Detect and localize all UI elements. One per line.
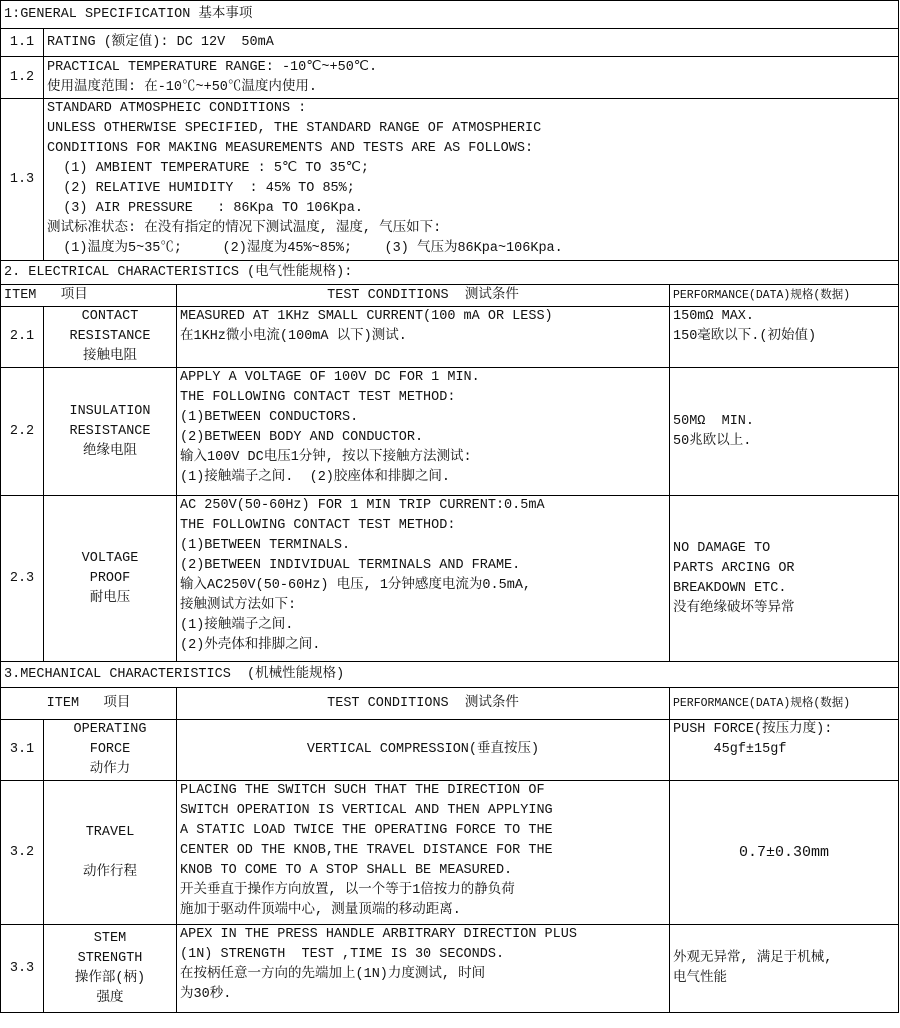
row-1-1 (1, 29, 899, 57)
performance-header: PERFORMANCE(DATA)规格(数据) (670, 688, 899, 720)
test-conditions: VERTICAL COMPRESSION(垂直按压) (177, 720, 670, 781)
row-3-3 (1, 925, 899, 1013)
item-name: STEM STRENGTH 操作部(柄) 强度 (44, 925, 177, 1013)
item-name: INSULATION RESISTANCE 绝缘电阻 (44, 368, 177, 496)
row-1-2 (1, 57, 899, 99)
test-conditions: AC 250V(50-60Hz) FOR 1 MIN TRIP CURRENT:0.5mA THE FOLLOWING CONTACT TEST METHOD: (1)BETWEEN TERMINALS. (2)BETWEEN INDIVIDUAL TERMINALS AND FRAME. 输入AC250V(50-60Hz) 电压, 1分钟感度电流为0.5mA, 接触测试方法如下: (1)接触端子之间. (2)外壳体和排脚之间. (177, 496, 670, 662)
row-1-3 (1, 99, 899, 261)
test-conditions: PLACING THE SWITCH SUCH THAT THE DIRECTION OF SWITCH OPERATION IS VERTICAL AND THEN APPLYING A STATIC LOAD TWICE THE OPERATING FORCE TO THE CENTER OD THE KNOB,THE TRAVEL DISTANCE FOR THE KNOB TO COME TO A STOP SHALL BE MEASURED. 开关垂直于操作方向放置, 以一个等于1倍按力的静负荷 施加于驱动件顶端中心, 测量顶端的移动距离. (177, 781, 670, 925)
row-number: 1.2 (1, 57, 44, 99)
conditions-header: TEST CONDITIONS 测试条件 (177, 285, 670, 307)
performance: PUSH FORCE(按压力度): 45gf±15gf (670, 720, 899, 781)
section2-title: 2. ELECTRICAL CHARACTERISTICS (电气性能规格): (1, 261, 899, 285)
item-name: CONTACT RESISTANCE 接触电阻 (44, 307, 177, 368)
section3-header-row (1, 688, 899, 720)
section1-title-row (1, 1, 899, 29)
item-name: TRAVEL 动作行程 (44, 781, 177, 925)
performance: 50MΩ MIN. 50兆欧以上. (670, 368, 899, 496)
item-header: ITEM 项目 (1, 688, 177, 720)
section2-header-row (1, 285, 899, 307)
section1-title: 1:GENERAL SPECIFICATION 基本事项 (1, 1, 899, 29)
row-number: 1.1 (1, 29, 44, 57)
row-number: 2.2 (1, 368, 44, 496)
row-number: 3.3 (1, 925, 44, 1013)
spec-text: RATING (额定值): DC 12V 50mA (44, 29, 899, 57)
performance: NO DAMAGE TO PARTS ARCING OR BREAKDOWN ETC. 没有绝缘破坏等异常 (670, 496, 899, 662)
row-number: 2.3 (1, 496, 44, 662)
row-number: 2.1 (1, 307, 44, 368)
performance: 150mΩ MAX. 150毫欧以下.(初始值) (670, 307, 899, 368)
row-2-3 (1, 496, 899, 662)
performance-header: PERFORMANCE(DATA)规格(数据) (670, 285, 899, 307)
row-2-1 (1, 307, 899, 368)
test-conditions: MEASURED AT 1KHz SMALL CURRENT(100 mA OR LESS) 在1KHz微小电流(100mA 以下)测试. (177, 307, 670, 368)
conditions-header: TEST CONDITIONS 测试条件 (177, 688, 670, 720)
spec-text: PRACTICAL TEMPERATURE RANGE: -10℃~+50℃. 使用温度范围: 在-10℃~+50℃温度内使用. (44, 57, 899, 99)
row-3-2 (1, 781, 899, 925)
row-number: 1.3 (1, 99, 44, 261)
section2-title-row (1, 261, 899, 285)
row-number: 3.2 (1, 781, 44, 925)
performance: 外观无异常, 满足于机械, 电气性能 (670, 925, 899, 1013)
test-conditions: APEX IN THE PRESS HANDLE ARBITRARY DIRECTION PLUS (1N) STRENGTH TEST ,TIME IS 30 SECONDS. 在按柄任意一方向的先端加上(1N)力度测试, 时间 为30秒. (177, 925, 670, 1013)
spec-text: STANDARD ATMOSPHEIC CONDITIONS : UNLESS OTHERWISE SPECIFIED, THE STANDARD RANGE OF ATMOSPHERIC CONDITIONS FOR MAKING MEASUREMENTS AND TESTS ARE AS FOLLOWS: (1) AMBIENT TEMPERATURE : 5℃ TO 35℃; (2) RELATIVE HUMIDITY : 45% TO 85%; (3) AIR PRESSURE : 86Kpa TO 106Kpa. 测试标准状态: 在没有指定的情况下测试温度, 湿度, 气压如下: (1)温度为5~35℃; (2)湿度为45%~85%; (3) 气压为86Kpa~106Kpa. (44, 99, 899, 261)
section3-title-row (1, 662, 899, 688)
section3-title: 3.MECHANICAL CHARACTERISTICS (机械性能规格) (1, 662, 899, 688)
row-2-2 (1, 368, 899, 496)
test-conditions: APPLY A VOLTAGE OF 100V DC FOR 1 MIN. THE FOLLOWING CONTACT TEST METHOD: (1)BETWEEN CONDUCTORS. (2)BETWEEN BODY AND CONDUCTOR. 输入100V DC电压1分钟, 按以下接触方法测试: (1)接触端子之间. (2)胶座体和排脚之间. (177, 368, 670, 496)
item-name: OPERATING FORCE 动作力 (44, 720, 177, 781)
item-name: VOLTAGE PROOF 耐电压 (44, 496, 177, 662)
row-number: 3.1 (1, 720, 44, 781)
performance: 0.7±0.30mm (670, 781, 899, 925)
row-3-1 (1, 720, 899, 781)
item-header: ITEM 项目 (1, 285, 177, 307)
